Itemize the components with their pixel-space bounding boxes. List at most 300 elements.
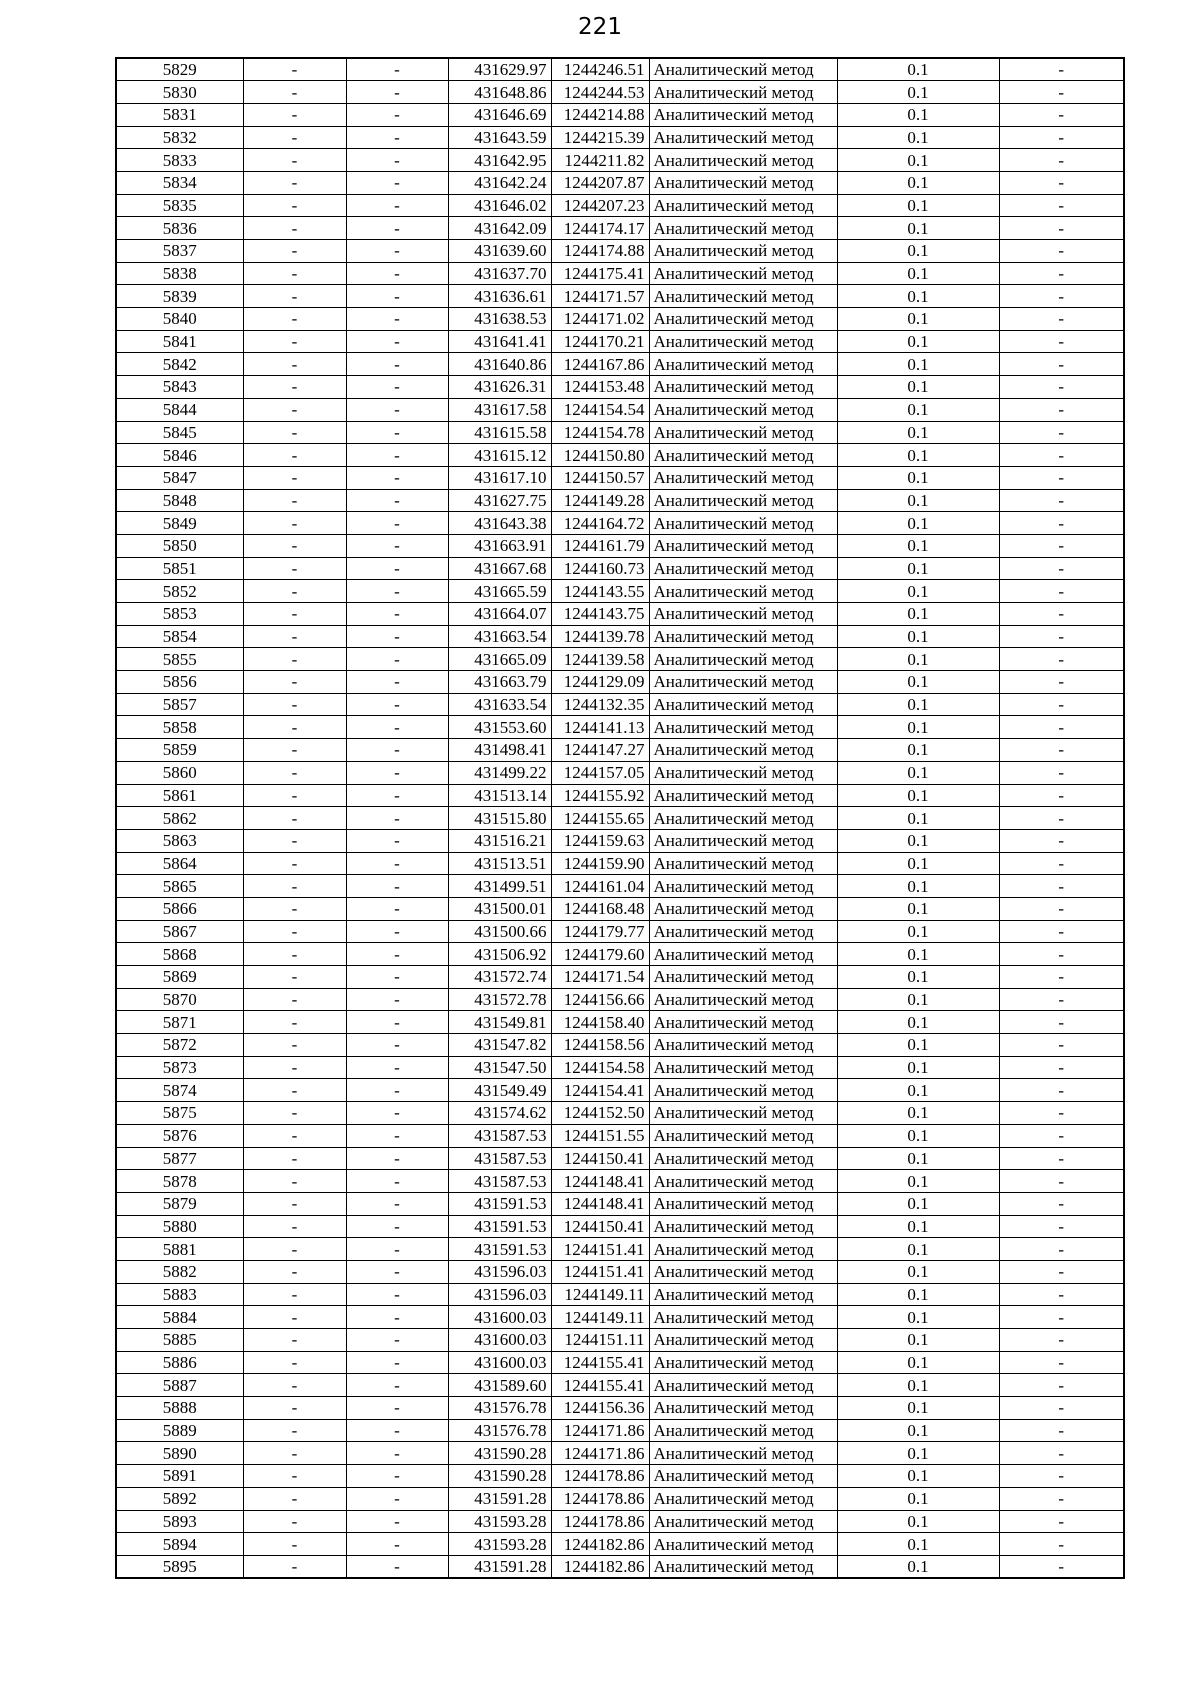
empty-cell: - xyxy=(999,829,1124,852)
method-cell: Аналитический метод xyxy=(649,897,837,920)
table-row xyxy=(116,534,1124,557)
empty-cell: - xyxy=(346,1306,448,1329)
point-number-cell: 5865 xyxy=(116,875,243,898)
table-row xyxy=(116,1465,1124,1488)
accuracy-cell: 0.1 xyxy=(837,217,999,240)
x-coordinate-cell: 431600.03 xyxy=(448,1329,551,1352)
method-cell: Аналитический метод xyxy=(649,512,837,535)
empty-cell: - xyxy=(999,421,1124,444)
empty-cell: - xyxy=(243,693,346,716)
accuracy-cell: 0.1 xyxy=(837,829,999,852)
empty-cell: - xyxy=(243,1056,346,1079)
empty-cell: - xyxy=(346,1442,448,1465)
x-coordinate-cell: 431633.54 xyxy=(448,693,551,716)
empty-cell: - xyxy=(243,1510,346,1533)
x-coordinate-cell: 431667.68 xyxy=(448,557,551,580)
accuracy-cell: 0.1 xyxy=(837,1329,999,1352)
method-cell: Аналитический метод xyxy=(649,671,837,694)
method-cell: Аналитический метод xyxy=(649,534,837,557)
method-cell: Аналитический метод xyxy=(649,58,837,81)
y-coordinate-cell: 1244207.23 xyxy=(551,194,649,217)
table-row xyxy=(116,943,1124,966)
empty-cell: - xyxy=(999,739,1124,762)
x-coordinate-cell: 431506.92 xyxy=(448,943,551,966)
accuracy-cell: 0.1 xyxy=(837,1124,999,1147)
table-row xyxy=(116,1397,1124,1420)
empty-cell: - xyxy=(999,875,1124,898)
point-number-cell: 5853 xyxy=(116,603,243,626)
empty-cell: - xyxy=(346,1351,448,1374)
accuracy-cell: 0.1 xyxy=(837,761,999,784)
y-coordinate-cell: 1244141.13 xyxy=(551,716,649,739)
y-coordinate-cell: 1244182.86 xyxy=(551,1555,649,1578)
method-cell: Аналитический метод xyxy=(649,1238,837,1261)
point-number-cell: 5839 xyxy=(116,285,243,308)
empty-cell: - xyxy=(346,693,448,716)
method-cell: Аналитический метод xyxy=(649,1283,837,1306)
empty-cell: - xyxy=(346,466,448,489)
method-cell: Аналитический метод xyxy=(649,1124,837,1147)
point-number-cell: 5837 xyxy=(116,240,243,263)
empty-cell: - xyxy=(243,1442,346,1465)
point-number-cell: 5843 xyxy=(116,376,243,399)
point-number-cell: 5867 xyxy=(116,920,243,943)
empty-cell: - xyxy=(346,716,448,739)
method-cell: Аналитический метод xyxy=(649,262,837,285)
x-coordinate-cell: 431663.91 xyxy=(448,534,551,557)
empty-cell: - xyxy=(346,444,448,467)
accuracy-cell: 0.1 xyxy=(837,1397,999,1420)
y-coordinate-cell: 1244154.58 xyxy=(551,1056,649,1079)
method-cell: Аналитический метод xyxy=(649,1397,837,1420)
method-cell: Аналитический метод xyxy=(649,1329,837,1352)
method-cell: Аналитический метод xyxy=(649,875,837,898)
empty-cell: - xyxy=(243,512,346,535)
accuracy-cell: 0.1 xyxy=(837,625,999,648)
point-number-cell: 5890 xyxy=(116,1442,243,1465)
empty-cell: - xyxy=(999,1555,1124,1578)
empty-cell: - xyxy=(999,807,1124,830)
empty-cell: - xyxy=(243,81,346,104)
empty-cell: - xyxy=(346,376,448,399)
empty-cell: - xyxy=(346,920,448,943)
empty-cell: - xyxy=(346,1147,448,1170)
x-coordinate-cell: 431643.59 xyxy=(448,126,551,149)
table-row xyxy=(116,761,1124,784)
empty-cell: - xyxy=(243,966,346,989)
empty-cell: - xyxy=(999,1374,1124,1397)
empty-cell: - xyxy=(346,58,448,81)
empty-cell: - xyxy=(243,807,346,830)
y-coordinate-cell: 1244244.53 xyxy=(551,81,649,104)
point-number-cell: 5850 xyxy=(116,534,243,557)
empty-cell: - xyxy=(346,988,448,1011)
x-coordinate-cell: 431600.03 xyxy=(448,1306,551,1329)
point-number-cell: 5844 xyxy=(116,398,243,421)
empty-cell: - xyxy=(243,1555,346,1578)
empty-cell: - xyxy=(243,1487,346,1510)
accuracy-cell: 0.1 xyxy=(837,240,999,263)
table-row xyxy=(116,897,1124,920)
x-coordinate-cell: 431547.82 xyxy=(448,1034,551,1057)
x-coordinate-cell: 431590.28 xyxy=(448,1465,551,1488)
empty-cell: - xyxy=(243,262,346,285)
y-coordinate-cell: 1244155.41 xyxy=(551,1374,649,1397)
point-number-cell: 5888 xyxy=(116,1397,243,1420)
method-cell: Аналитический метод xyxy=(649,739,837,762)
empty-cell: - xyxy=(346,1170,448,1193)
x-coordinate-cell: 431638.53 xyxy=(448,308,551,331)
x-coordinate-cell: 431636.61 xyxy=(448,285,551,308)
table-row xyxy=(116,1034,1124,1057)
empty-cell: - xyxy=(243,920,346,943)
y-coordinate-cell: 1244150.41 xyxy=(551,1147,649,1170)
empty-cell: - xyxy=(999,1510,1124,1533)
x-coordinate-cell: 431591.53 xyxy=(448,1238,551,1261)
empty-cell: - xyxy=(346,897,448,920)
method-cell: Аналитический метод xyxy=(649,988,837,1011)
y-coordinate-cell: 1244149.11 xyxy=(551,1306,649,1329)
method-cell: Аналитический метод xyxy=(649,966,837,989)
empty-cell: - xyxy=(346,353,448,376)
y-coordinate-cell: 1244139.78 xyxy=(551,625,649,648)
x-coordinate-cell: 431500.66 xyxy=(448,920,551,943)
x-coordinate-cell: 431615.58 xyxy=(448,421,551,444)
empty-cell: - xyxy=(346,285,448,308)
empty-cell: - xyxy=(999,716,1124,739)
table-row xyxy=(116,1079,1124,1102)
empty-cell: - xyxy=(999,1102,1124,1125)
table-row xyxy=(116,1306,1124,1329)
x-coordinate-cell: 431596.03 xyxy=(448,1283,551,1306)
table-row xyxy=(116,1533,1124,1556)
y-coordinate-cell: 1244174.17 xyxy=(551,217,649,240)
empty-cell: - xyxy=(243,671,346,694)
table-row xyxy=(116,603,1124,626)
table-row xyxy=(116,671,1124,694)
method-cell: Аналитический метод xyxy=(649,1260,837,1283)
y-coordinate-cell: 1244150.57 xyxy=(551,466,649,489)
x-coordinate-cell: 431498.41 xyxy=(448,739,551,762)
empty-cell: - xyxy=(346,807,448,830)
x-coordinate-cell: 431640.86 xyxy=(448,353,551,376)
accuracy-cell: 0.1 xyxy=(837,648,999,671)
accuracy-cell: 0.1 xyxy=(837,171,999,194)
empty-cell: - xyxy=(243,603,346,626)
accuracy-cell: 0.1 xyxy=(837,1487,999,1510)
table-row xyxy=(116,1124,1124,1147)
y-coordinate-cell: 1244147.27 xyxy=(551,739,649,762)
empty-cell: - xyxy=(346,217,448,240)
point-number-cell: 5832 xyxy=(116,126,243,149)
empty-cell: - xyxy=(243,1034,346,1057)
empty-cell: - xyxy=(999,1419,1124,1442)
empty-cell: - xyxy=(999,1192,1124,1215)
empty-cell: - xyxy=(346,330,448,353)
accuracy-cell: 0.1 xyxy=(837,489,999,512)
empty-cell: - xyxy=(346,625,448,648)
method-cell: Аналитический метод xyxy=(649,1510,837,1533)
method-cell: Аналитический метод xyxy=(649,807,837,830)
empty-cell: - xyxy=(999,330,1124,353)
x-coordinate-cell: 431593.28 xyxy=(448,1510,551,1533)
empty-cell: - xyxy=(346,1011,448,1034)
accuracy-cell: 0.1 xyxy=(837,920,999,943)
accuracy-cell: 0.1 xyxy=(837,943,999,966)
method-cell: Аналитический метод xyxy=(649,466,837,489)
x-coordinate-cell: 431627.75 xyxy=(448,489,551,512)
method-cell: Аналитический метод xyxy=(649,1011,837,1034)
point-number-cell: 5866 xyxy=(116,897,243,920)
y-coordinate-cell: 1244159.90 xyxy=(551,852,649,875)
empty-cell: - xyxy=(243,875,346,898)
x-coordinate-cell: 431572.74 xyxy=(448,966,551,989)
accuracy-cell: 0.1 xyxy=(837,716,999,739)
empty-cell: - xyxy=(346,81,448,104)
y-coordinate-cell: 1244151.41 xyxy=(551,1238,649,1261)
method-cell: Аналитический метод xyxy=(649,580,837,603)
method-cell: Аналитический метод xyxy=(649,1351,837,1374)
empty-cell: - xyxy=(243,330,346,353)
table-row xyxy=(116,693,1124,716)
table-row xyxy=(116,1102,1124,1125)
method-cell: Аналитический метод xyxy=(649,557,837,580)
table-row xyxy=(116,988,1124,1011)
y-coordinate-cell: 1244159.63 xyxy=(551,829,649,852)
empty-cell: - xyxy=(346,875,448,898)
y-coordinate-cell: 1244178.86 xyxy=(551,1487,649,1510)
accuracy-cell: 0.1 xyxy=(837,81,999,104)
empty-cell: - xyxy=(999,103,1124,126)
table-row xyxy=(116,739,1124,762)
empty-cell: - xyxy=(999,58,1124,81)
y-coordinate-cell: 1244150.41 xyxy=(551,1215,649,1238)
point-number-cell: 5861 xyxy=(116,784,243,807)
empty-cell: - xyxy=(243,784,346,807)
y-coordinate-cell: 1244211.82 xyxy=(551,149,649,172)
empty-cell: - xyxy=(346,784,448,807)
method-cell: Аналитический метод xyxy=(649,421,837,444)
method-cell: Аналитический метод xyxy=(649,761,837,784)
accuracy-cell: 0.1 xyxy=(837,1465,999,1488)
table-row xyxy=(116,1555,1124,1578)
method-cell: Аналитический метод xyxy=(649,1215,837,1238)
method-cell: Аналитический метод xyxy=(649,149,837,172)
point-number-cell: 5845 xyxy=(116,421,243,444)
method-cell: Аналитический метод xyxy=(649,1102,837,1125)
accuracy-cell: 0.1 xyxy=(837,285,999,308)
y-coordinate-cell: 1244158.40 xyxy=(551,1011,649,1034)
table-row xyxy=(116,1283,1124,1306)
point-number-cell: 5889 xyxy=(116,1419,243,1442)
accuracy-cell: 0.1 xyxy=(837,1351,999,1374)
accuracy-cell: 0.1 xyxy=(837,557,999,580)
empty-cell: - xyxy=(243,625,346,648)
x-coordinate-cell: 431642.95 xyxy=(448,149,551,172)
point-number-cell: 5835 xyxy=(116,194,243,217)
accuracy-cell: 0.1 xyxy=(837,1442,999,1465)
x-coordinate-cell: 431549.49 xyxy=(448,1079,551,1102)
empty-cell: - xyxy=(243,171,346,194)
method-cell: Аналитический метод xyxy=(649,1147,837,1170)
x-coordinate-cell: 431587.53 xyxy=(448,1147,551,1170)
x-coordinate-cell: 431648.86 xyxy=(448,81,551,104)
y-coordinate-cell: 1244174.88 xyxy=(551,240,649,263)
table-row xyxy=(116,421,1124,444)
method-cell: Аналитический метод xyxy=(649,103,837,126)
accuracy-cell: 0.1 xyxy=(837,875,999,898)
y-coordinate-cell: 1244143.75 xyxy=(551,603,649,626)
empty-cell: - xyxy=(346,1102,448,1125)
point-number-cell: 5852 xyxy=(116,580,243,603)
point-number-cell: 5851 xyxy=(116,557,243,580)
accuracy-cell: 0.1 xyxy=(837,262,999,285)
empty-cell: - xyxy=(999,217,1124,240)
point-number-cell: 5858 xyxy=(116,716,243,739)
x-coordinate-cell: 431499.22 xyxy=(448,761,551,784)
point-number-cell: 5862 xyxy=(116,807,243,830)
x-coordinate-cell: 431591.28 xyxy=(448,1555,551,1578)
empty-cell: - xyxy=(999,920,1124,943)
empty-cell: - xyxy=(346,421,448,444)
accuracy-cell: 0.1 xyxy=(837,603,999,626)
table-row xyxy=(116,852,1124,875)
empty-cell: - xyxy=(243,648,346,671)
accuracy-cell: 0.1 xyxy=(837,1419,999,1442)
accuracy-cell: 0.1 xyxy=(837,1102,999,1125)
point-number-cell: 5836 xyxy=(116,217,243,240)
table-row xyxy=(116,1215,1124,1238)
table-row xyxy=(116,81,1124,104)
y-coordinate-cell: 1244156.66 xyxy=(551,988,649,1011)
method-cell: Аналитический метод xyxy=(649,240,837,263)
empty-cell: - xyxy=(346,1192,448,1215)
y-coordinate-cell: 1244246.51 xyxy=(551,58,649,81)
x-coordinate-cell: 431663.79 xyxy=(448,671,551,694)
accuracy-cell: 0.1 xyxy=(837,1238,999,1261)
empty-cell: - xyxy=(999,1124,1124,1147)
empty-cell: - xyxy=(999,1056,1124,1079)
point-number-cell: 5878 xyxy=(116,1170,243,1193)
empty-cell: - xyxy=(999,285,1124,308)
empty-cell: - xyxy=(346,1419,448,1442)
empty-cell: - xyxy=(999,671,1124,694)
empty-cell: - xyxy=(243,126,346,149)
y-coordinate-cell: 1244154.78 xyxy=(551,421,649,444)
accuracy-cell: 0.1 xyxy=(837,1215,999,1238)
table-row xyxy=(116,194,1124,217)
empty-cell: - xyxy=(346,966,448,989)
table-row xyxy=(116,1056,1124,1079)
y-coordinate-cell: 1244171.54 xyxy=(551,966,649,989)
point-number-cell: 5868 xyxy=(116,943,243,966)
method-cell: Аналитический метод xyxy=(649,217,837,240)
y-coordinate-cell: 1244157.05 xyxy=(551,761,649,784)
y-coordinate-cell: 1244151.55 xyxy=(551,1124,649,1147)
point-number-cell: 5873 xyxy=(116,1056,243,1079)
table-row xyxy=(116,1351,1124,1374)
accuracy-cell: 0.1 xyxy=(837,693,999,716)
y-coordinate-cell: 1244215.39 xyxy=(551,126,649,149)
point-number-cell: 5872 xyxy=(116,1034,243,1057)
accuracy-cell: 0.1 xyxy=(837,807,999,830)
method-cell: Аналитический метод xyxy=(649,1465,837,1488)
method-cell: Аналитический метод xyxy=(649,1306,837,1329)
table-row xyxy=(116,1011,1124,1034)
method-cell: Аналитический метод xyxy=(649,784,837,807)
empty-cell: - xyxy=(346,1465,448,1488)
empty-cell: - xyxy=(346,1487,448,1510)
empty-cell: - xyxy=(346,126,448,149)
accuracy-cell: 0.1 xyxy=(837,194,999,217)
table-row xyxy=(116,784,1124,807)
y-coordinate-cell: 1244152.50 xyxy=(551,1102,649,1125)
y-coordinate-cell: 1244178.86 xyxy=(551,1510,649,1533)
empty-cell: - xyxy=(346,1555,448,1578)
empty-cell: - xyxy=(999,1170,1124,1193)
y-coordinate-cell: 1244154.41 xyxy=(551,1079,649,1102)
table-row xyxy=(116,285,1124,308)
x-coordinate-cell: 431663.54 xyxy=(448,625,551,648)
table-row xyxy=(116,126,1124,149)
page-number: 221 xyxy=(578,14,622,40)
y-coordinate-cell: 1244155.65 xyxy=(551,807,649,830)
point-number-cell: 5895 xyxy=(116,1555,243,1578)
x-coordinate-cell: 431591.53 xyxy=(448,1215,551,1238)
point-number-cell: 5847 xyxy=(116,466,243,489)
x-coordinate-cell: 431637.70 xyxy=(448,262,551,285)
method-cell: Аналитический метод xyxy=(649,285,837,308)
x-coordinate-cell: 431643.38 xyxy=(448,512,551,535)
empty-cell: - xyxy=(346,1374,448,1397)
empty-cell: - xyxy=(243,852,346,875)
empty-cell: - xyxy=(243,534,346,557)
y-coordinate-cell: 1244129.09 xyxy=(551,671,649,694)
point-number-cell: 5841 xyxy=(116,330,243,353)
y-coordinate-cell: 1244155.92 xyxy=(551,784,649,807)
method-cell: Аналитический метод xyxy=(649,1555,837,1578)
empty-cell: - xyxy=(999,966,1124,989)
point-number-cell: 5846 xyxy=(116,444,243,467)
accuracy-cell: 0.1 xyxy=(837,534,999,557)
point-number-cell: 5860 xyxy=(116,761,243,784)
method-cell: Аналитический метод xyxy=(649,1170,837,1193)
method-cell: Аналитический метод xyxy=(649,1374,837,1397)
empty-cell: - xyxy=(243,421,346,444)
empty-cell: - xyxy=(243,444,346,467)
table-row xyxy=(116,1238,1124,1261)
x-coordinate-cell: 431553.60 xyxy=(448,716,551,739)
table-row xyxy=(116,580,1124,603)
empty-cell: - xyxy=(999,149,1124,172)
empty-cell: - xyxy=(243,1260,346,1283)
point-number-cell: 5893 xyxy=(116,1510,243,1533)
accuracy-cell: 0.1 xyxy=(837,1510,999,1533)
empty-cell: - xyxy=(243,194,346,217)
empty-cell: - xyxy=(346,489,448,512)
table-row xyxy=(116,444,1124,467)
point-number-cell: 5831 xyxy=(116,103,243,126)
empty-cell: - xyxy=(346,1283,448,1306)
x-coordinate-cell: 431629.97 xyxy=(448,58,551,81)
accuracy-cell: 0.1 xyxy=(837,58,999,81)
point-number-cell: 5884 xyxy=(116,1306,243,1329)
table-row xyxy=(116,240,1124,263)
table-row xyxy=(116,875,1124,898)
empty-cell: - xyxy=(346,308,448,331)
x-coordinate-cell: 431665.59 xyxy=(448,580,551,603)
method-cell: Аналитический метод xyxy=(649,603,837,626)
